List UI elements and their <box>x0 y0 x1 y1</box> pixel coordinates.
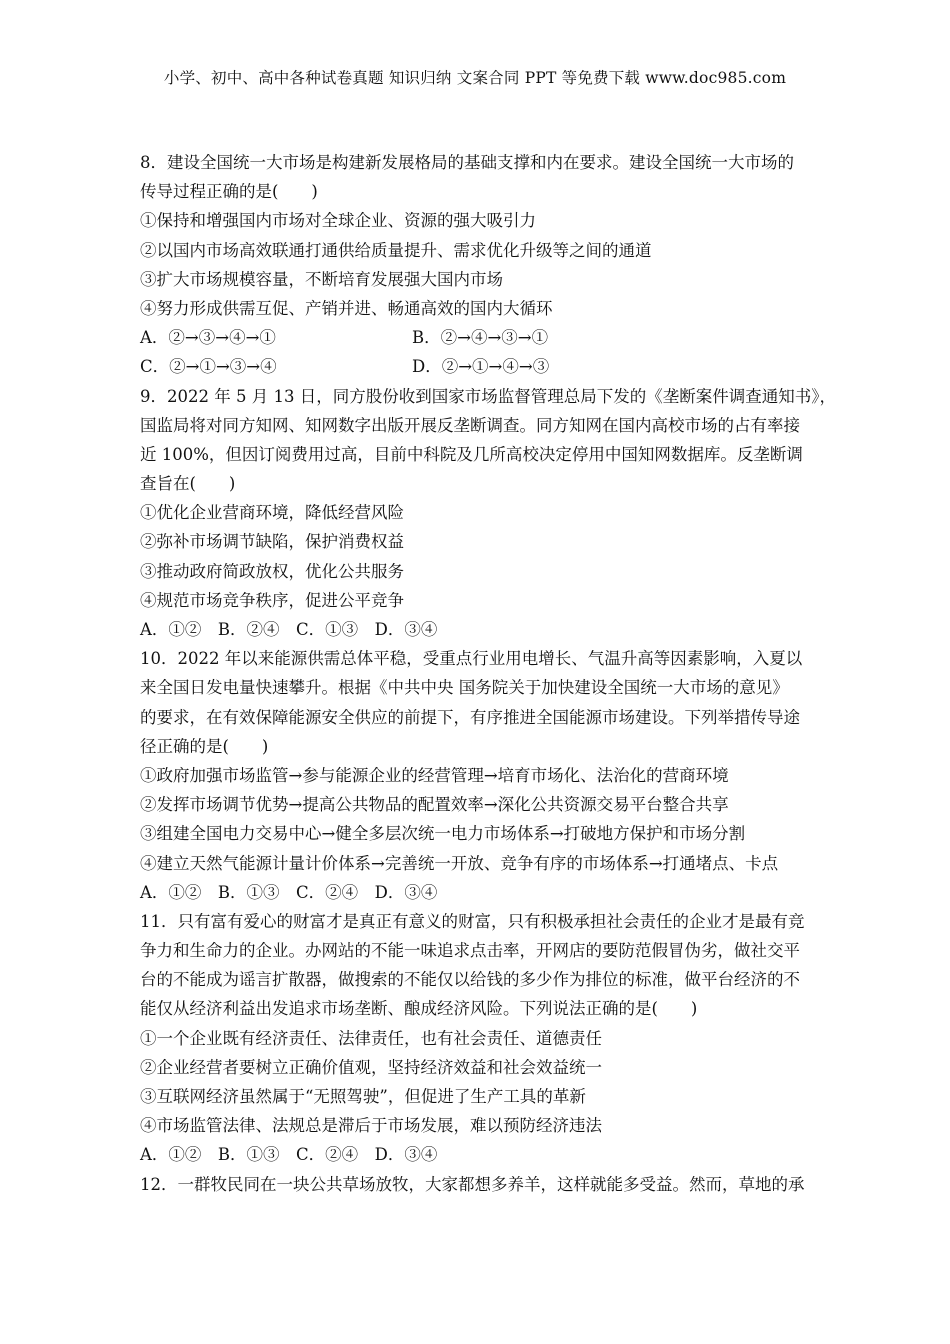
statement-item: ②以国内市场高效联通打通供给质量提升、需求优化升级等之间的通道 <box>140 240 652 260</box>
question-stem-line: 12．一群牧民同在一块公共草场放牧，大家都想多养羊，这样就能多受益。然而，草地的承 <box>140 1174 805 1194</box>
statement-item: ③扩大市场规模容量，不断培育发展强大国内市场 <box>140 269 503 289</box>
statement-item: ①优化企业营商环境，降低经营风险 <box>140 503 404 523</box>
statement-item: ③推动政府简政放权，优化公共服务 <box>140 561 404 581</box>
question-stem-line: 传导过程正确的是( ) <box>140 182 318 202</box>
option-b: B．②→④→③→① <box>412 328 549 348</box>
statement-item: ②企业经营者要树立正确价值观，坚持经济效益和社会效益统一 <box>140 1057 602 1077</box>
statement-item: ①政府加强市场监管→参与能源企业的经营管理→培育市场化、法治化的营商环境 <box>140 765 729 785</box>
question-stem-line: 能仅从经济利益出发追求市场垄断、酿成经济风险。下列说法正确的是( ) <box>140 999 698 1019</box>
question-stem-line: 9．2022 年 5 月 13 日，同方股份收到国家市场监督管理总局下发的《垄断案件调查通知书》， <box>140 386 836 406</box>
question-stem-line: 国监局将对同方知网、知网数字出版开展反垄断调查。同方知网在国内高校市场的占有率接 <box>140 415 800 435</box>
question-stem-line: 争力和生命力的企业。办网站的不能一味追求点击率，开网店的要防范假冒伪劣，做社交平 <box>140 941 800 961</box>
question-9 <box>140 382 836 645</box>
question-8 <box>140 148 820 382</box>
option-d: D．②→①→④→③ <box>412 357 550 377</box>
question-stem-line: 来全国日发电量快速攀升。根据《中共中央 国务院关于加快建设全国统一大市场的意见》 <box>140 678 789 698</box>
question-12 <box>140 1170 820 1199</box>
answer-options-row <box>140 323 820 352</box>
statement-item: ④规范市场竞争秩序，促进公平竞争 <box>140 590 404 610</box>
statement-item: ①一个企业既有经济责任、法律责任，也有社会责任、道德责任 <box>140 1028 602 1048</box>
question-stem-line: 的要求，在有效保障能源安全供应的前提下，有序推进全国能源市场建设。下列举措传导途 <box>140 707 800 727</box>
answer-options: A．①② B．②④ C．①③ D．③④ <box>140 620 438 639</box>
statement-item: ④市场监管法律、法规总是滞后于市场发展，难以预防经济违法 <box>140 1116 602 1136</box>
question-stem-line: 11．只有富有爱心的财富才是真正有意义的财富，只有积极承担社会责任的企业才是最有竞 <box>140 911 805 931</box>
option-c: C．②→①→③→④ <box>140 357 277 377</box>
statement-item: ①保持和增强国内市场对全球企业、资源的强大吸引力 <box>140 211 536 231</box>
statement-item: ④努力形成供需互促、产销并进、畅通高效的国内大循环 <box>140 298 553 318</box>
answer-options-row <box>140 352 820 381</box>
statement-item: ④建立天然气能源计量计价体系→完善统一开放、竞争有序的市场体系→打通堵点、卡点 <box>140 853 779 873</box>
page-header: 小学、初中、高中各种试卷真题 知识归纳 文案合同 PPT 等免费下载 www.doc985.com <box>163 69 787 87</box>
answer-options: A．①② B．①③ C．②④ D．③④ <box>140 882 438 902</box>
question-stem-line: 查旨在( ) <box>140 474 236 494</box>
question-stem-line: 径正确的是( ) <box>140 736 269 756</box>
question-stem-line: 台的不能成为谣言扩散器，做搜索的不能仅以给钱的多少作为排位的标准，做平台经济的不 <box>140 970 800 990</box>
option-a: A．②→③→④→① <box>140 328 276 348</box>
statement-item: ②弥补市场调节缺陷，保护消费权益 <box>140 532 404 552</box>
question-stem-line: 10．2022 年以来能源供需总体平稳，受重点行业用电增长、气温升高等因素影响，入夏以 <box>140 649 803 669</box>
question-stem-line: 8．建设全国统一大市场是构建新发展格局的基础支撑和内在要求。建设全国统一大市场的 <box>140 153 794 172</box>
answer-options: A．①② B．①③ C．②④ D．③④ <box>140 1145 438 1165</box>
exam-content <box>140 148 836 1199</box>
question-11 <box>140 907 820 1170</box>
statement-item: ③组建全国电力交易中心→健全多层次统一电力市场体系→打破地方保护和市场分割 <box>140 824 746 844</box>
question-stem-line: 近 100%，但因订阅费用过高，目前中科院及几所高校决定停用中国知网数据库。反垄断调 <box>140 444 803 464</box>
question-10 <box>140 644 820 907</box>
statement-item: ②发挥市场调节优势→提高公共物品的配置效率→深化公共资源交易平台整合共享 <box>140 795 729 815</box>
statement-item: ③互联网经济虽然属于“无照驾驶”，但促进了生产工具的革新 <box>140 1087 586 1106</box>
